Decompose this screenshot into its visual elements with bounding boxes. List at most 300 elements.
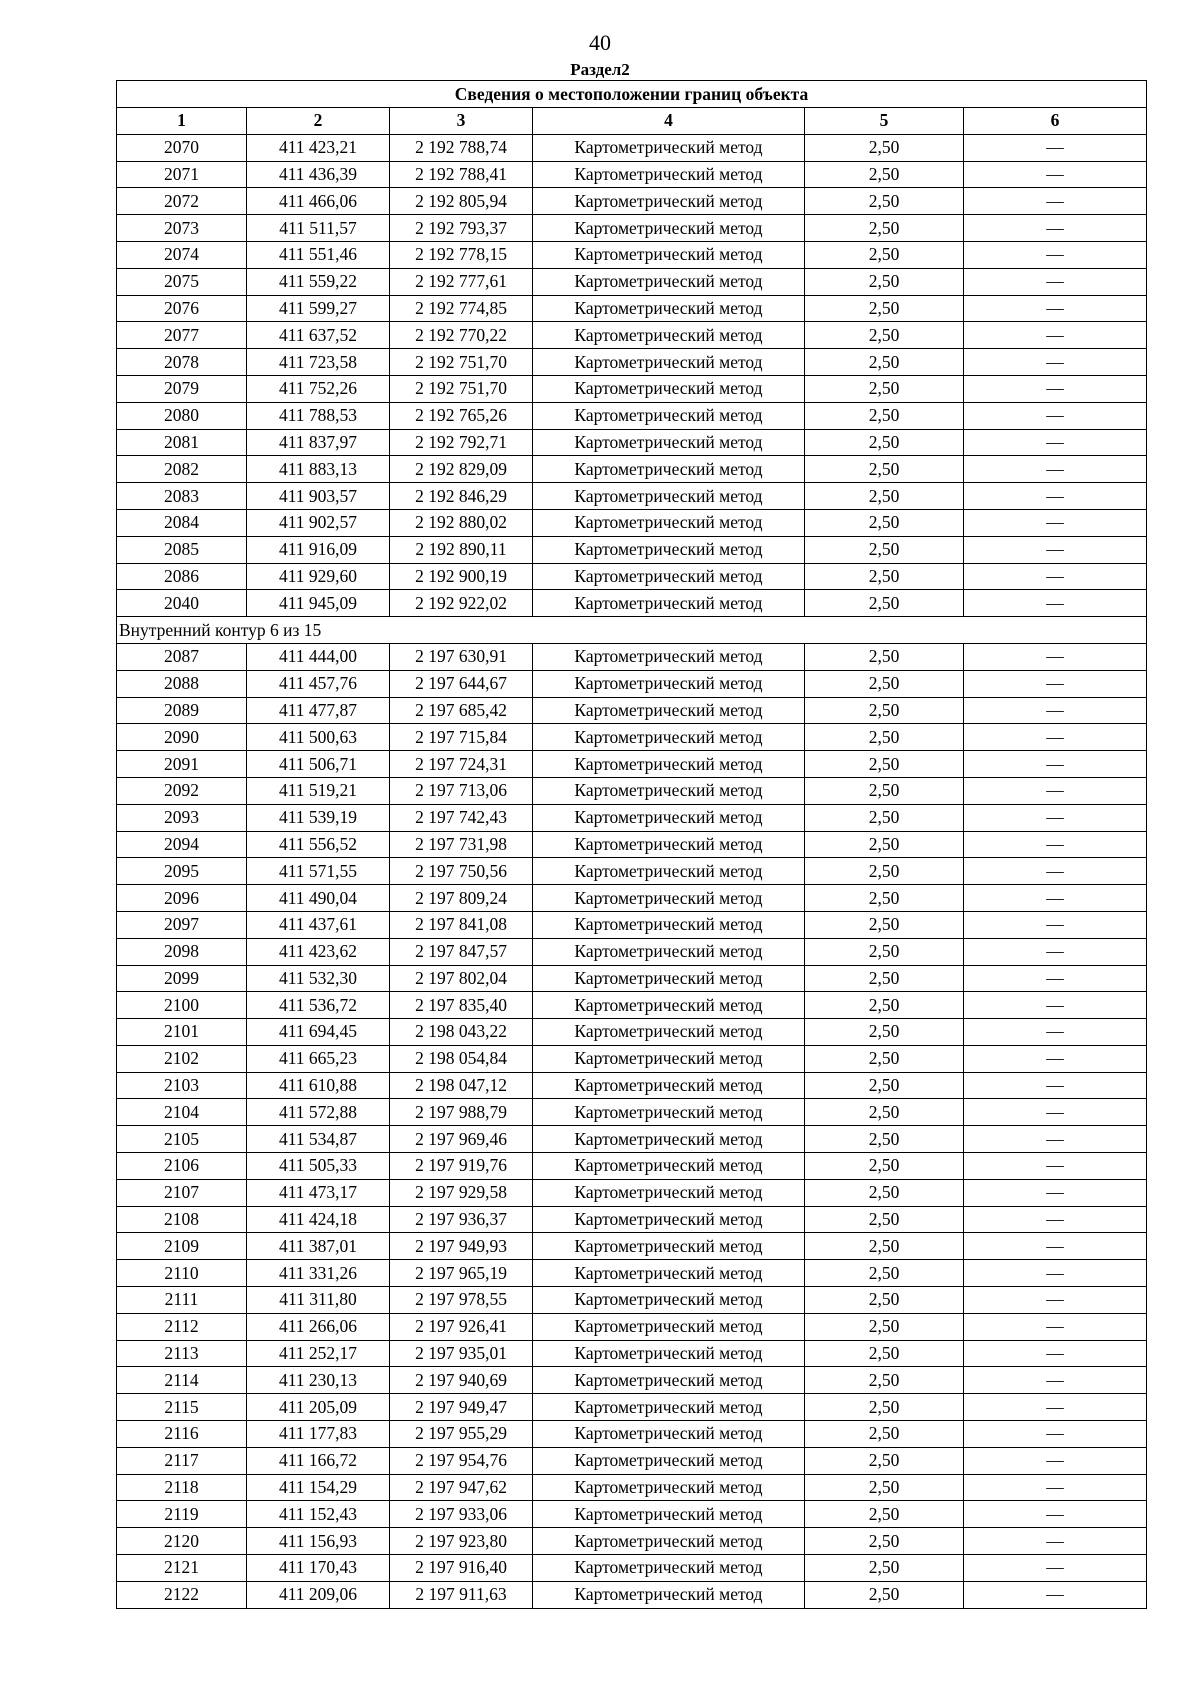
accuracy-cell: 2,50 <box>805 1394 964 1421</box>
y-coordinate-cell: 2 192 765,26 <box>390 402 533 429</box>
point-number-cell: 2090 <box>117 724 247 751</box>
table-row <box>117 536 1147 563</box>
description-cell: — <box>964 724 1147 751</box>
method-cell: Картометрический метод <box>533 1394 805 1421</box>
accuracy-cell: 2,50 <box>805 322 964 349</box>
description-cell: — <box>964 777 1147 804</box>
description-cell: — <box>964 804 1147 831</box>
point-number-cell: 2093 <box>117 804 247 831</box>
point-number-cell: 2081 <box>117 429 247 456</box>
x-coordinate-cell: 411 424,18 <box>247 1206 390 1233</box>
y-coordinate-cell: 2 197 949,47 <box>390 1394 533 1421</box>
x-coordinate-cell: 411 752,26 <box>247 375 390 402</box>
point-number-cell: 2121 <box>117 1555 247 1582</box>
description-cell: — <box>964 1287 1147 1314</box>
accuracy-cell: 2,50 <box>805 938 964 965</box>
column-header: 4 <box>533 108 805 135</box>
x-coordinate-cell: 411 505,33 <box>247 1153 390 1180</box>
method-cell: Картометрический метод <box>533 349 805 376</box>
method-cell: Картометрический метод <box>533 777 805 804</box>
x-coordinate-cell: 411 556,52 <box>247 831 390 858</box>
description-cell: — <box>964 965 1147 992</box>
table-caption-row <box>117 81 1147 108</box>
method-cell: Картометрический метод <box>533 563 805 590</box>
y-coordinate-cell: 2 197 911,63 <box>390 1581 533 1608</box>
method-cell: Картометрический метод <box>533 161 805 188</box>
accuracy-cell: 2,50 <box>805 643 964 670</box>
point-number-cell: 2097 <box>117 911 247 938</box>
table-row <box>117 965 1147 992</box>
y-coordinate-cell: 2 197 919,76 <box>390 1153 533 1180</box>
table-row <box>117 429 1147 456</box>
point-number-cell: 2117 <box>117 1447 247 1474</box>
x-coordinate-cell: 411 500,63 <box>247 724 390 751</box>
method-cell: Картометрический метод <box>533 1206 805 1233</box>
table-row <box>117 938 1147 965</box>
point-number-cell: 2115 <box>117 1394 247 1421</box>
contour-label: Внутренний контур 6 из 15 <box>117 617 1147 644</box>
table-row <box>117 509 1147 536</box>
accuracy-cell: 2,50 <box>805 777 964 804</box>
table-row <box>117 858 1147 885</box>
method-cell: Картометрический метод <box>533 911 805 938</box>
description-cell: — <box>964 1179 1147 1206</box>
accuracy-cell: 2,50 <box>805 1447 964 1474</box>
x-coordinate-cell: 411 170,43 <box>247 1555 390 1582</box>
table-row <box>117 751 1147 778</box>
point-number-cell: 2108 <box>117 1206 247 1233</box>
method-cell: Картометрический метод <box>533 992 805 1019</box>
point-number-cell: 2095 <box>117 858 247 885</box>
description-cell: — <box>964 1555 1147 1582</box>
table-row <box>117 1153 1147 1180</box>
y-coordinate-cell: 2 197 969,46 <box>390 1126 533 1153</box>
description-cell: — <box>964 1072 1147 1099</box>
method-cell: Картометрический метод <box>533 1099 805 1126</box>
y-coordinate-cell: 2 197 724,31 <box>390 751 533 778</box>
method-cell: Картометрический метод <box>533 643 805 670</box>
y-coordinate-cell: 2 192 792,71 <box>390 429 533 456</box>
accuracy-cell: 2,50 <box>805 724 964 751</box>
x-coordinate-cell: 411 665,23 <box>247 1045 390 1072</box>
point-number-cell: 2077 <box>117 322 247 349</box>
x-coordinate-cell: 411 945,09 <box>247 590 390 617</box>
accuracy-cell: 2,50 <box>805 161 964 188</box>
x-coordinate-cell: 411 559,22 <box>247 268 390 295</box>
table-row <box>117 804 1147 831</box>
method-cell: Картометрический метод <box>533 1474 805 1501</box>
table-row <box>117 1072 1147 1099</box>
description-cell: — <box>964 1394 1147 1421</box>
description-cell: — <box>964 1099 1147 1126</box>
point-number-cell: 2103 <box>117 1072 247 1099</box>
table-row <box>117 268 1147 295</box>
y-coordinate-cell: 2 197 715,84 <box>390 724 533 751</box>
description-cell: — <box>964 349 1147 376</box>
column-header: 5 <box>805 108 964 135</box>
point-number-cell: 2109 <box>117 1233 247 1260</box>
description-cell: — <box>964 295 1147 322</box>
x-coordinate-cell: 411 490,04 <box>247 885 390 912</box>
accuracy-cell: 2,50 <box>805 1581 964 1608</box>
y-coordinate-cell: 2 197 936,37 <box>390 1206 533 1233</box>
y-coordinate-cell: 2 197 926,41 <box>390 1313 533 1340</box>
accuracy-cell: 2,50 <box>805 590 964 617</box>
table-row <box>117 349 1147 376</box>
description-cell: — <box>964 911 1147 938</box>
accuracy-cell: 2,50 <box>805 509 964 536</box>
method-cell: Картометрический метод <box>533 724 805 751</box>
point-number-cell: 2086 <box>117 563 247 590</box>
description-cell: — <box>964 1019 1147 1046</box>
point-number-cell: 2104 <box>117 1099 247 1126</box>
accuracy-cell: 2,50 <box>805 375 964 402</box>
method-cell: Картометрический метод <box>533 697 805 724</box>
method-cell: Картометрический метод <box>533 670 805 697</box>
y-coordinate-cell: 2 197 835,40 <box>390 992 533 1019</box>
description-cell: — <box>964 322 1147 349</box>
x-coordinate-cell: 411 532,30 <box>247 965 390 992</box>
x-coordinate-cell: 411 837,97 <box>247 429 390 456</box>
y-coordinate-cell: 2 197 713,06 <box>390 777 533 804</box>
column-header: 6 <box>964 108 1147 135</box>
point-number-cell: 2113 <box>117 1340 247 1367</box>
y-coordinate-cell: 2 192 900,19 <box>390 563 533 590</box>
accuracy-cell: 2,50 <box>805 1206 964 1233</box>
table-row <box>117 697 1147 724</box>
method-cell: Картометрический метод <box>533 1179 805 1206</box>
description-cell: — <box>964 1233 1147 1260</box>
x-coordinate-cell: 411 477,87 <box>247 697 390 724</box>
description-cell: — <box>964 885 1147 912</box>
point-number-cell: 2084 <box>117 509 247 536</box>
description-cell: — <box>964 1045 1147 1072</box>
table-row <box>117 1126 1147 1153</box>
x-coordinate-cell: 411 436,39 <box>247 161 390 188</box>
method-cell: Картометрический метод <box>533 509 805 536</box>
description-cell: — <box>964 858 1147 885</box>
accuracy-cell: 2,50 <box>805 429 964 456</box>
point-number-cell: 2107 <box>117 1179 247 1206</box>
y-coordinate-cell: 2 192 788,41 <box>390 161 533 188</box>
accuracy-cell: 2,50 <box>805 911 964 938</box>
table-row <box>117 161 1147 188</box>
point-number-cell: 2083 <box>117 483 247 510</box>
y-coordinate-cell: 2 197 978,55 <box>390 1287 533 1314</box>
accuracy-cell: 2,50 <box>805 1099 964 1126</box>
accuracy-cell: 2,50 <box>805 1260 964 1287</box>
x-coordinate-cell: 411 311,80 <box>247 1287 390 1314</box>
description-cell: — <box>964 590 1147 617</box>
point-number-cell: 2079 <box>117 375 247 402</box>
x-coordinate-cell: 411 387,01 <box>247 1233 390 1260</box>
method-cell: Картометрический метод <box>533 215 805 242</box>
point-number-cell: 2101 <box>117 1019 247 1046</box>
method-cell: Картометрический метод <box>533 1555 805 1582</box>
x-coordinate-cell: 411 903,57 <box>247 483 390 510</box>
point-number-cell: 2085 <box>117 536 247 563</box>
point-number-cell: 2114 <box>117 1367 247 1394</box>
accuracy-cell: 2,50 <box>805 456 964 483</box>
table-row <box>117 670 1147 697</box>
table-row <box>117 1421 1147 1448</box>
column-number-row <box>117 108 1147 135</box>
point-number-cell: 2122 <box>117 1581 247 1608</box>
y-coordinate-cell: 2 197 954,76 <box>390 1447 533 1474</box>
y-coordinate-cell: 2 197 916,40 <box>390 1555 533 1582</box>
y-coordinate-cell: 2 197 923,80 <box>390 1528 533 1555</box>
x-coordinate-cell: 411 637,52 <box>247 322 390 349</box>
table-row <box>117 1045 1147 1072</box>
point-number-cell: 2074 <box>117 241 247 268</box>
point-number-cell: 2072 <box>117 188 247 215</box>
point-number-cell: 2112 <box>117 1313 247 1340</box>
x-coordinate-cell: 411 331,26 <box>247 1260 390 1287</box>
y-coordinate-cell: 2 192 922,02 <box>390 590 533 617</box>
table-row <box>117 1287 1147 1314</box>
description-cell: — <box>964 697 1147 724</box>
description-cell: — <box>964 429 1147 456</box>
y-coordinate-cell: 2 197 644,67 <box>390 670 533 697</box>
accuracy-cell: 2,50 <box>805 1045 964 1072</box>
y-coordinate-cell: 2 197 841,08 <box>390 911 533 938</box>
description-cell: — <box>964 1206 1147 1233</box>
point-number-cell: 2118 <box>117 1474 247 1501</box>
method-cell: Картометрический метод <box>533 885 805 912</box>
point-number-cell: 2100 <box>117 992 247 1019</box>
x-coordinate-cell: 411 466,06 <box>247 188 390 215</box>
table-row <box>117 375 1147 402</box>
table-row <box>117 188 1147 215</box>
method-cell: Картометрический метод <box>533 295 805 322</box>
y-coordinate-cell: 2 192 778,15 <box>390 241 533 268</box>
accuracy-cell: 2,50 <box>805 1153 964 1180</box>
method-cell: Картометрический метод <box>533 1260 805 1287</box>
x-coordinate-cell: 411 457,76 <box>247 670 390 697</box>
y-coordinate-cell: 2 197 750,56 <box>390 858 533 885</box>
description-cell: — <box>964 188 1147 215</box>
accuracy-cell: 2,50 <box>805 402 964 429</box>
x-coordinate-cell: 411 694,45 <box>247 1019 390 1046</box>
x-coordinate-cell: 411 610,88 <box>247 1072 390 1099</box>
description-cell: — <box>964 938 1147 965</box>
x-coordinate-cell: 411 883,13 <box>247 456 390 483</box>
x-coordinate-cell: 411 551,46 <box>247 241 390 268</box>
method-cell: Картометрический метод <box>533 751 805 778</box>
x-coordinate-cell: 411 266,06 <box>247 1313 390 1340</box>
y-coordinate-cell: 2 197 929,58 <box>390 1179 533 1206</box>
description-cell: — <box>964 509 1147 536</box>
description-cell: — <box>964 563 1147 590</box>
point-number-cell: 2087 <box>117 643 247 670</box>
x-coordinate-cell: 411 230,13 <box>247 1367 390 1394</box>
method-cell: Картометрический метод <box>533 241 805 268</box>
table-row <box>117 1019 1147 1046</box>
table-row <box>117 1260 1147 1287</box>
table-row <box>117 1555 1147 1582</box>
y-coordinate-cell: 2 192 829,09 <box>390 456 533 483</box>
table-row <box>117 1501 1147 1528</box>
accuracy-cell: 2,50 <box>805 1340 964 1367</box>
description-cell: — <box>964 1126 1147 1153</box>
section-title: Раздел2 <box>570 60 630 79</box>
description-cell: — <box>964 1260 1147 1287</box>
accuracy-cell: 2,50 <box>805 215 964 242</box>
y-coordinate-cell: 2 197 742,43 <box>390 804 533 831</box>
y-coordinate-cell: 2 197 847,57 <box>390 938 533 965</box>
description-cell: — <box>964 1340 1147 1367</box>
accuracy-cell: 2,50 <box>805 831 964 858</box>
description-cell: — <box>964 161 1147 188</box>
description-cell: — <box>964 831 1147 858</box>
y-coordinate-cell: 2 198 047,12 <box>390 1072 533 1099</box>
y-coordinate-cell: 2 192 793,37 <box>390 215 533 242</box>
accuracy-cell: 2,50 <box>805 536 964 563</box>
table-row <box>117 1394 1147 1421</box>
point-number-cell: 2094 <box>117 831 247 858</box>
method-cell: Картометрический метод <box>533 1153 805 1180</box>
y-coordinate-cell: 2 197 988,79 <box>390 1099 533 1126</box>
x-coordinate-cell: 411 252,17 <box>247 1340 390 1367</box>
method-cell: Картометрический метод <box>533 134 805 161</box>
table-row <box>117 1528 1147 1555</box>
y-coordinate-cell: 2 198 054,84 <box>390 1045 533 1072</box>
accuracy-cell: 2,50 <box>805 965 964 992</box>
method-cell: Картометрический метод <box>533 938 805 965</box>
accuracy-cell: 2,50 <box>805 1287 964 1314</box>
description-cell: — <box>964 1581 1147 1608</box>
method-cell: Картометрический метод <box>533 1421 805 1448</box>
x-coordinate-cell: 411 473,17 <box>247 1179 390 1206</box>
method-cell: Картометрический метод <box>533 1126 805 1153</box>
x-coordinate-cell: 411 539,19 <box>247 804 390 831</box>
accuracy-cell: 2,50 <box>805 295 964 322</box>
accuracy-cell: 2,50 <box>805 1072 964 1099</box>
table-row <box>117 1447 1147 1474</box>
description-cell: — <box>964 1474 1147 1501</box>
method-cell: Картометрический метод <box>533 1367 805 1394</box>
y-coordinate-cell: 2 198 043,22 <box>390 1019 533 1046</box>
point-number-cell: 2088 <box>117 670 247 697</box>
method-cell: Картометрический метод <box>533 1581 805 1608</box>
description-cell: — <box>964 375 1147 402</box>
point-number-cell: 2089 <box>117 697 247 724</box>
y-coordinate-cell: 2 197 949,93 <box>390 1233 533 1260</box>
point-number-cell: 2082 <box>117 456 247 483</box>
table-row <box>117 456 1147 483</box>
description-cell: — <box>964 215 1147 242</box>
method-cell: Картометрический метод <box>533 1045 805 1072</box>
accuracy-cell: 2,50 <box>805 858 964 885</box>
point-number-cell: 2102 <box>117 1045 247 1072</box>
contour-row <box>117 617 1147 644</box>
description-cell: — <box>964 670 1147 697</box>
description-cell: — <box>964 1153 1147 1180</box>
description-cell: — <box>964 456 1147 483</box>
table-row <box>117 911 1147 938</box>
accuracy-cell: 2,50 <box>805 1179 964 1206</box>
description-cell: — <box>964 1313 1147 1340</box>
accuracy-cell: 2,50 <box>805 1367 964 1394</box>
description-cell: — <box>964 1447 1147 1474</box>
method-cell: Картометрический метод <box>533 1072 805 1099</box>
description-cell: — <box>964 268 1147 295</box>
y-coordinate-cell: 2 197 955,29 <box>390 1421 533 1448</box>
y-coordinate-cell: 2 197 940,69 <box>390 1367 533 1394</box>
table-row <box>117 590 1147 617</box>
point-number-cell: 2071 <box>117 161 247 188</box>
point-number-cell: 2116 <box>117 1421 247 1448</box>
y-coordinate-cell: 2 192 751,70 <box>390 375 533 402</box>
y-coordinate-cell: 2 197 947,62 <box>390 1474 533 1501</box>
accuracy-cell: 2,50 <box>805 349 964 376</box>
method-cell: Картометрический метод <box>533 483 805 510</box>
y-coordinate-cell: 2 197 685,42 <box>390 697 533 724</box>
table-row <box>117 295 1147 322</box>
y-coordinate-cell: 2 192 846,29 <box>390 483 533 510</box>
description-cell: — <box>964 134 1147 161</box>
y-coordinate-cell: 2 192 788,74 <box>390 134 533 161</box>
point-number-cell: 2080 <box>117 402 247 429</box>
boundary-coordinates-table <box>116 80 1147 1609</box>
x-coordinate-cell: 411 572,88 <box>247 1099 390 1126</box>
point-number-cell: 2091 <box>117 751 247 778</box>
table-row <box>117 1233 1147 1260</box>
x-coordinate-cell: 411 166,72 <box>247 1447 390 1474</box>
table-row <box>117 831 1147 858</box>
method-cell: Картометрический метод <box>533 322 805 349</box>
x-coordinate-cell: 411 723,58 <box>247 349 390 376</box>
description-cell: — <box>964 751 1147 778</box>
point-number-cell: 2099 <box>117 965 247 992</box>
x-coordinate-cell: 411 534,87 <box>247 1126 390 1153</box>
y-coordinate-cell: 2 197 965,19 <box>390 1260 533 1287</box>
table-row <box>117 724 1147 751</box>
point-number-cell: 2076 <box>117 295 247 322</box>
x-coordinate-cell: 411 536,72 <box>247 992 390 1019</box>
method-cell: Картометрический метод <box>533 804 805 831</box>
table-row <box>117 241 1147 268</box>
point-number-cell: 2105 <box>117 1126 247 1153</box>
method-cell: Картометрический метод <box>533 1340 805 1367</box>
description-cell: — <box>964 483 1147 510</box>
column-header: 1 <box>117 108 247 135</box>
point-number-cell: 2106 <box>117 1153 247 1180</box>
point-number-cell: 2120 <box>117 1528 247 1555</box>
y-coordinate-cell: 2 192 751,70 <box>390 349 533 376</box>
method-cell: Картометрический метод <box>533 831 805 858</box>
x-coordinate-cell: 411 599,27 <box>247 295 390 322</box>
accuracy-cell: 2,50 <box>805 1233 964 1260</box>
accuracy-cell: 2,50 <box>805 188 964 215</box>
accuracy-cell: 2,50 <box>805 885 964 912</box>
table-body <box>117 134 1147 1608</box>
method-cell: Картометрический метод <box>533 402 805 429</box>
y-coordinate-cell: 2 192 774,85 <box>390 295 533 322</box>
table-row <box>117 1367 1147 1394</box>
accuracy-cell: 2,50 <box>805 134 964 161</box>
x-coordinate-cell: 411 571,55 <box>247 858 390 885</box>
accuracy-cell: 2,50 <box>805 1501 964 1528</box>
table-row <box>117 992 1147 1019</box>
table-row <box>117 1099 1147 1126</box>
accuracy-cell: 2,50 <box>805 1528 964 1555</box>
point-number-cell: 2070 <box>117 134 247 161</box>
x-coordinate-cell: 411 205,09 <box>247 1394 390 1421</box>
accuracy-cell: 2,50 <box>805 697 964 724</box>
description-cell: — <box>964 241 1147 268</box>
table-row <box>117 322 1147 349</box>
